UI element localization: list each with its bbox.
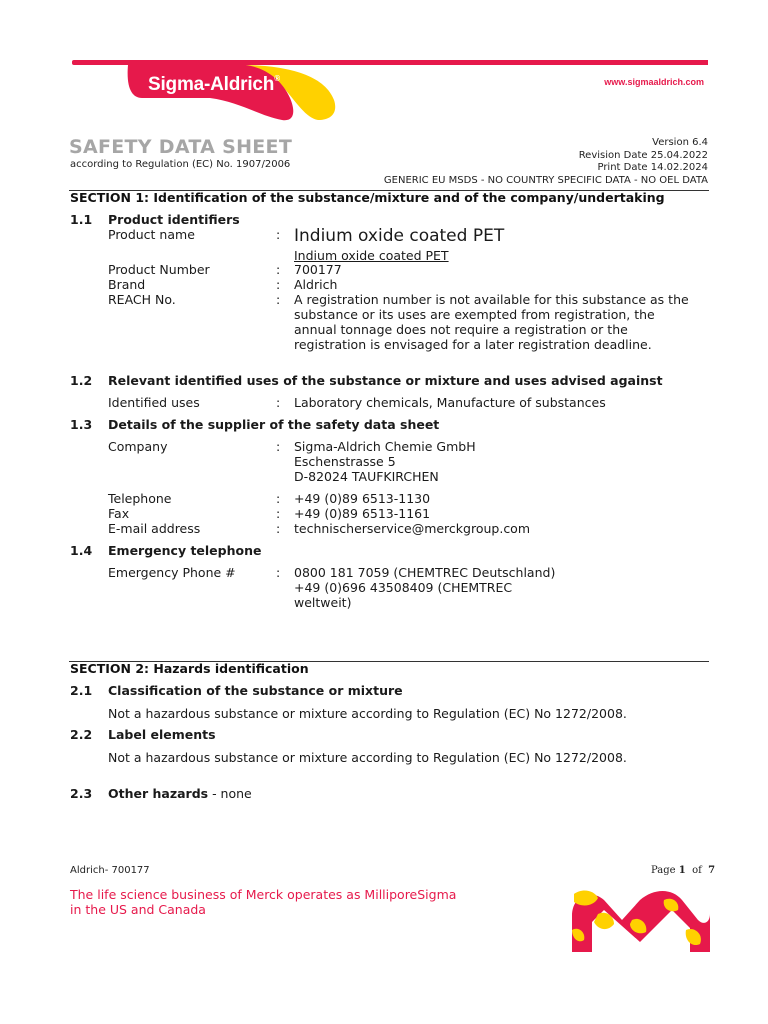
- document-meta: [384, 137, 708, 187]
- company-label: Company: [108, 439, 168, 454]
- subsection-title: Details of the supplier of the safety data sheet: [108, 417, 440, 432]
- product-name-label: Product name: [108, 227, 195, 242]
- other-hazards-title: Other hazards: [108, 786, 209, 801]
- subsection-number: 1.1: [70, 212, 93, 227]
- colon: :: [276, 395, 281, 410]
- generic-note: GENERIC EU MSDS - NO COUNTRY SPECIFIC DATA - NO OEL DATA: [383, 174, 708, 186]
- subsection-number: 1.4: [70, 543, 93, 558]
- reach-line: annual tonnage does not require a registration or the: [294, 322, 628, 337]
- phone-line: weltweit): [294, 595, 352, 610]
- subsection-title: Relevant identified uses of the substance or mixture and uses advised against: [108, 373, 663, 388]
- identified-uses: Laboratory chemicals, Manufacture of substances: [294, 395, 606, 410]
- brand-label: Brand: [108, 277, 146, 292]
- section-1-heading: SECTION 1: Identification of the substance/mixture and of the company/undertaking: [70, 190, 665, 205]
- colon: :: [276, 491, 281, 506]
- product-number: 700177: [294, 262, 342, 277]
- product-name-link[interactable]: Indium oxide coated PET: [294, 248, 449, 263]
- document-title: SAFETY DATA SHEET: [69, 136, 293, 158]
- subsection-title: Label elements: [108, 727, 216, 742]
- colon: :: [276, 521, 281, 536]
- page-total: 7: [708, 865, 716, 876]
- of-word: of: [692, 865, 702, 876]
- product-name: Indium oxide coated PET: [294, 226, 505, 246]
- reach-line: substance or its uses are exempted from registration, the: [294, 307, 655, 322]
- document-subtitle: according to Regulation (EC) No. 1907/2006: [70, 159, 291, 170]
- colon: :: [276, 565, 281, 580]
- phone-line: +49 (0)696 43508409 (CHEMTREC: [294, 580, 513, 595]
- phone-line: 0800 181 7059 (CHEMTREC Deutschland): [294, 565, 556, 580]
- page-indicator: [651, 865, 715, 876]
- reach-line: A registration number is not available for this substance as the: [294, 292, 689, 307]
- other-hazards-value: - none: [208, 786, 252, 801]
- subsection-number: 1.2: [70, 373, 93, 388]
- merck-m-logo: [568, 886, 714, 956]
- colon: :: [276, 277, 281, 292]
- subsection-number: 2.1: [70, 683, 93, 698]
- company-address: [294, 439, 476, 484]
- brand-value: Aldrich: [294, 277, 338, 292]
- telephone: +49 (0)89 6513-1130: [294, 491, 431, 506]
- emergency-phone: [294, 565, 555, 610]
- reach-label: REACH No.: [108, 292, 176, 307]
- email-label: E-mail address: [108, 521, 201, 536]
- subsection-title: Classification of the substance or mixture: [108, 683, 403, 698]
- identified-uses-label: Identified uses: [108, 395, 200, 410]
- page-word: Page: [651, 865, 676, 876]
- emergency-phone-label: Emergency Phone #: [108, 565, 236, 580]
- website-link[interactable]: www.sigmaaldrich.com: [604, 77, 704, 87]
- email-link[interactable]: technischerservice@merckgroup.com: [294, 521, 531, 536]
- revision-date: Revision Date 25.04.2022: [578, 149, 708, 161]
- subsection-title: Emergency telephone: [108, 543, 262, 558]
- colon: :: [276, 506, 281, 521]
- version: Version 6.4: [652, 137, 708, 148]
- page-number: 1: [678, 865, 686, 876]
- sigma-aldrich-logo: [70, 58, 710, 138]
- product-number-label: Product Number: [108, 262, 210, 277]
- subsection-number: 2.3: [70, 786, 93, 801]
- brand-name: Sigma-Aldrich®: [148, 74, 280, 95]
- company-line: Eschenstrasse 5: [294, 454, 396, 469]
- company-line: Sigma-Aldrich Chemie GmbH: [294, 439, 476, 454]
- fax-label: Fax: [108, 506, 130, 521]
- reach-value: [294, 292, 689, 352]
- colon: :: [276, 439, 281, 454]
- subsection-number: 2.2: [70, 727, 93, 742]
- subsection-number: 1.3: [70, 417, 93, 432]
- subsection-title: Product identifiers: [108, 212, 240, 227]
- reach-line: registration is envisaged for a later registration deadline.: [294, 337, 652, 352]
- section-2-heading: SECTION 2: Hazards identification: [70, 661, 309, 676]
- fax: +49 (0)89 6513-1161: [294, 506, 431, 521]
- classification-text: Not a hazardous substance or mixture according to Regulation (EC) No 1272/2008.: [108, 706, 627, 721]
- colon: :: [276, 262, 281, 277]
- print-date: Print Date 14.02.2024: [597, 162, 708, 174]
- company-line: D-82024 TAUFKIRCHEN: [294, 469, 439, 484]
- label-elements-text: Not a hazardous substance or mixture according to Regulation (EC) No 1272/2008.: [108, 750, 627, 765]
- colon: :: [276, 227, 281, 242]
- subsection-title: [108, 786, 252, 801]
- telephone-label: Telephone: [108, 491, 172, 506]
- footer-doc-id: Aldrich- 700177: [70, 865, 150, 876]
- colon: :: [276, 292, 281, 307]
- merck-notice: The life science business of Merck operates as MilliporeSigma in the US and Canada: [70, 887, 457, 917]
